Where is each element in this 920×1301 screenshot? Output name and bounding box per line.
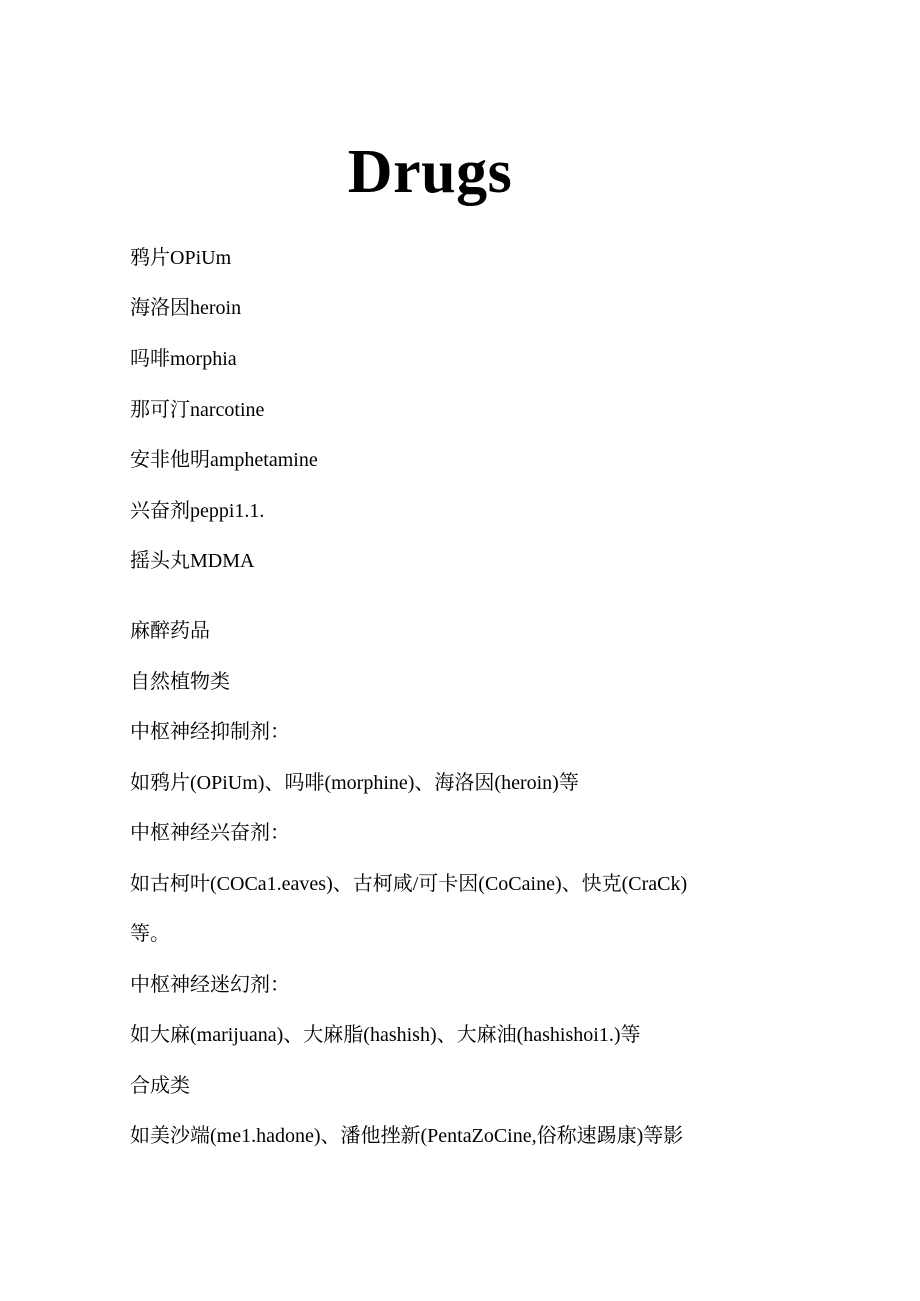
drug-list-item-morphia: 吗啡morphia [130,348,237,370]
subheading-cns-stimulants: 中枢神经兴奋剂： [130,822,290,844]
paragraph-hallucinogen-examples: 如大麻(marijuana)、大麻脂(hashish)、大麻油(hashishoi1.)等 [130,1024,641,1046]
paragraph-synthetic-examples: 如美沙端(me1.hadone)、潘他挫新(PentaZoCine,俗称速踢康)等影 [130,1125,684,1147]
drug-list-item-opium: 鸦片OPiUm [130,247,232,269]
drug-list-item-peppill: 兴奋剂peppi1.1. [130,500,265,522]
document-title: Drugs [347,138,513,206]
paragraph-depressant-examples: 如鸦片(OPiUm)、吗啡(morphine)、海洛因(heroin)等 [130,772,579,794]
drug-list-item-heroin: 海洛因heroin [130,297,242,319]
drug-list-item-amphetamine: 安非他明amphetamine [130,449,318,471]
section-heading-synthetic: 合成类 [130,1075,190,1097]
paragraph-stimulant-examples: 如古柯叶(COCa1.eaves)、古柯咸/可卡因(CoCaine)、快克(CraCk) [130,873,688,895]
paragraph-stimulant-examples-continued: 等。 [130,923,170,945]
drug-list-item-narcotine: 那可汀narcotine [130,399,265,421]
section-heading-narcotics: 麻醉药品 [130,620,210,642]
drug-list-item-mdma: 摇头丸MDMA [130,550,255,572]
section-heading-natural-plants: 自然植物类 [130,671,230,693]
subheading-cns-depressants: 中枢神经抑制剂： [130,721,290,743]
subheading-cns-hallucinogens: 中枢神经迷幻剂： [130,974,290,996]
